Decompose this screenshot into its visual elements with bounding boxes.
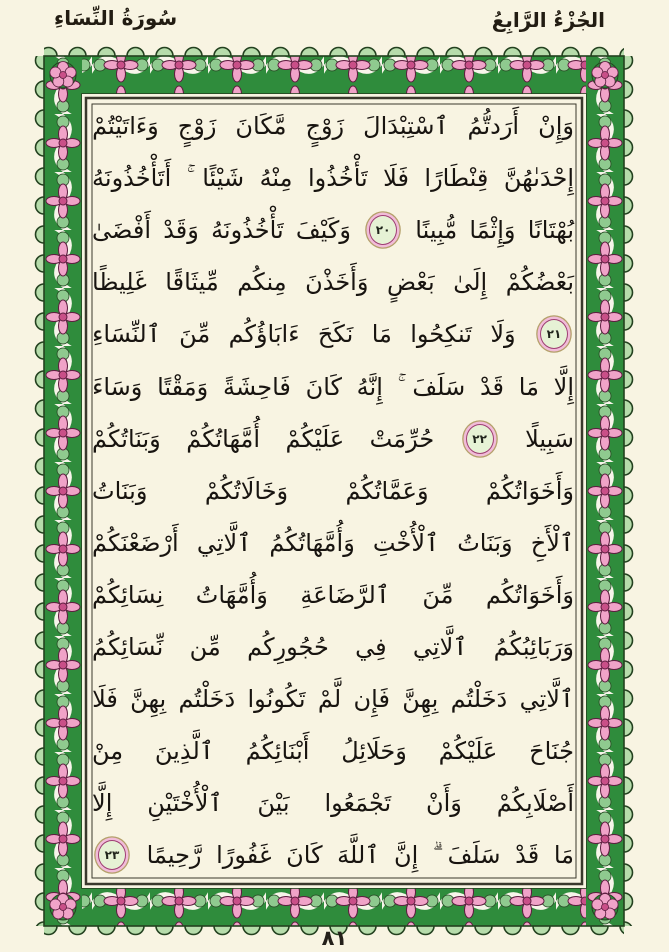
quran-word: فَإِن [353, 685, 390, 714]
quran-word: دَخَلْتُم [450, 685, 508, 714]
ayah-number-rosette: ٢١ [540, 319, 568, 349]
quran-word: رَّحِيمًا [146, 841, 202, 870]
quran-line [92, 204, 574, 256]
quran-word: كَانَ [305, 372, 342, 401]
quran-word: وَمَقْتًا [157, 372, 209, 401]
quran-word: لَّمْ [317, 685, 342, 714]
quran-word: أَتَأْخُذُونَهُ [92, 164, 172, 193]
quran-word: ٱلَّاتِي [196, 528, 252, 557]
quran-word: غَلِيظًا [92, 268, 147, 297]
quran-line [92, 152, 574, 204]
quran-word: غَفُورًا [216, 841, 272, 870]
quran-word: وَبَنَاتُ [457, 528, 513, 557]
quran-word: مِنْهُ [259, 164, 293, 193]
quran-word: إِحْدَىٰهُنَّ [503, 164, 574, 193]
quran-word: إِلَّا [553, 372, 574, 401]
quran-word: ٱلرَّضَاعَةِ [300, 580, 390, 609]
quran-word: وَإِنْ [538, 112, 574, 141]
quran-word: سَلَفَ [412, 372, 466, 401]
quran-word: وَأَخَوَاتُكُم [485, 580, 574, 609]
quran-line [92, 777, 574, 829]
quran-line [92, 829, 574, 881]
quran-word: إِنَّهُ [356, 372, 383, 401]
quran-word: ٱلَّاتِي [412, 632, 468, 661]
quran-word: أَصْلَابِكُمْ [496, 789, 574, 818]
quran-word: وَبَنَاتُكُمْ [92, 424, 161, 453]
quran-word: تَنكِحُوا [410, 320, 472, 349]
quran-word: وَعَمَّاتُكُمْ [345, 476, 429, 505]
quran-word: مَا [553, 841, 574, 870]
quran-word: وَحَلَائِلُ [341, 737, 407, 766]
quran-word: إِلَىٰ [453, 268, 488, 297]
ayah-number-rosette: ٢٣ [98, 840, 126, 870]
quran-word: مَا [371, 320, 392, 349]
quran-word: وَقَدْ [163, 216, 199, 245]
quran-word: وَأَخَذْنَ [305, 268, 369, 297]
quran-line [92, 360, 574, 412]
quran-word: ٱلْأَخِ [530, 528, 574, 557]
quran-text-area [92, 100, 574, 882]
quran-line [92, 100, 574, 152]
quran-word: ٱللَّهَ [337, 841, 380, 870]
quran-line [92, 517, 574, 569]
quran-line [92, 308, 574, 360]
quran-word: فَلَا [383, 164, 409, 193]
quran-word: إِلَّا [92, 789, 113, 818]
quran-word: وَكَيْفَ [295, 216, 351, 245]
quran-word: وَبَنَاتُ [92, 476, 148, 505]
quran-line [92, 569, 574, 621]
quran-word: كَانَ [286, 841, 323, 870]
quran-word: أَفْضَىٰ [92, 216, 152, 245]
quran-word: وَلَا [490, 320, 516, 349]
quran-word: وَأَنْ [425, 789, 462, 818]
quran-word: حُجُورِكُم [247, 632, 329, 661]
surah-name-label: سُورَةُ النِّسَاءِ [54, 6, 178, 30]
quran-word: فِي [355, 632, 387, 661]
quran-word: سَلَفَ [447, 841, 501, 870]
ayah-number-rosette: ٢٠ [369, 215, 397, 245]
quran-word: ٱلَّذِينَ [154, 737, 214, 766]
quran-word: بِهِنَّ [130, 685, 167, 714]
quran-word: شَيْئًا [202, 164, 245, 193]
quran-word: زَوْجٍ [177, 112, 217, 141]
quran-word: حُرِّمَتْ [369, 424, 435, 453]
quran-word: عَلَيْكُمْ [438, 737, 498, 766]
quran-line [92, 673, 574, 725]
page-number: ٨١ [321, 926, 348, 950]
quran-word: إِنَّ [393, 841, 419, 870]
quran-word: نِّسَائِكُمُ [92, 632, 164, 661]
quran-word: دَخَلْتُم [178, 685, 236, 714]
quran-word: وَءَاتَيْتُمْ [92, 112, 159, 141]
quran-word: مِنْ [92, 737, 124, 766]
quran-word: سَبِيلًا [525, 424, 574, 453]
quran-word: بَيْنَ [257, 789, 290, 818]
quran-line [92, 621, 574, 673]
quran-word: تَجْمَعُوا [324, 789, 392, 818]
quran-word: وَأُمَّهَاتُكُمُ [269, 528, 355, 557]
quran-word: مِّنَ [422, 580, 454, 609]
quran-word: ٱلْأُخْتِ [372, 528, 440, 557]
quran-word: ٱلَّاتِي [519, 685, 574, 714]
quran-line [92, 725, 574, 777]
quran-word: مِّن [189, 632, 221, 661]
quran-word: ٱلنِّسَاءِ [92, 320, 161, 349]
quran-word: مِنكُم [237, 268, 287, 297]
quran-word: وَسَاءَ [92, 372, 143, 401]
quran-word: ٱلْأُخْتَيْنِ [147, 789, 223, 818]
quran-word: بَعْضٍ [386, 268, 435, 297]
quran-word: وَرَبَائِبُكُمُ [493, 632, 574, 661]
quran-word: تَكُونُوا [247, 685, 306, 714]
quran-word: قَدْ [515, 841, 540, 870]
quran-word: بُهْتَانًا [527, 216, 574, 245]
quran-word: وَأَخَوَاتُكُمْ [485, 476, 574, 505]
quran-word: أَبْنَائِكُمُ [245, 737, 310, 766]
quran-word: وَخَالَاتُكُمْ [204, 476, 289, 505]
quran-word: أَرَدتُّمُ [467, 112, 520, 141]
juz-label: الجُزْءُ الرَّابِعُ [491, 8, 605, 32]
quran-word: مِّنَ [179, 320, 211, 349]
quran-line [92, 413, 574, 465]
quran-word: عَلَيْكُمْ [285, 424, 345, 453]
quran-word: نِسَائِكُمْ [92, 580, 164, 609]
quran-word: وَإِثْمًا [469, 216, 516, 245]
quran-line [92, 465, 574, 517]
quran-word: فَاحِشَةً [222, 372, 291, 401]
quran-word: ٱسْتِبْدَالَ [363, 112, 449, 141]
quran-word: أُمَّهَاتُكُمْ [186, 424, 261, 453]
quran-word: قَدْ [479, 372, 505, 401]
quran-word: تَأْخُذُونَهُ [211, 216, 284, 245]
quran-word: مُّبِينًا [415, 216, 458, 245]
quran-word: زَوْجٍ [305, 112, 345, 141]
quran-word: تَأْخُذُوا [308, 164, 368, 193]
quran-line [92, 256, 574, 308]
quran-word: قِنْطَارًا [424, 164, 489, 193]
quran-word: بَعْضُكُمْ [505, 268, 574, 297]
quran-word: مَّكَانَ [235, 112, 287, 141]
quran-word: بِهِنَّ [402, 685, 439, 714]
quran-word: فَلَا [92, 685, 118, 714]
quran-word: مَا [518, 372, 539, 401]
quran-word: مِّيثَاقًا [165, 268, 219, 297]
quran-word: وَأُمَّهَاتُ [195, 580, 268, 609]
quran-word: جُنَاحَ [529, 737, 574, 766]
quran-word: ءَابَاؤُكُم [228, 320, 300, 349]
quran-word: نَكَحَ [317, 320, 354, 349]
quran-word: أَرْضَعْنَكُمْ [92, 528, 179, 557]
ayah-number-rosette: ٢٢ [466, 424, 494, 454]
